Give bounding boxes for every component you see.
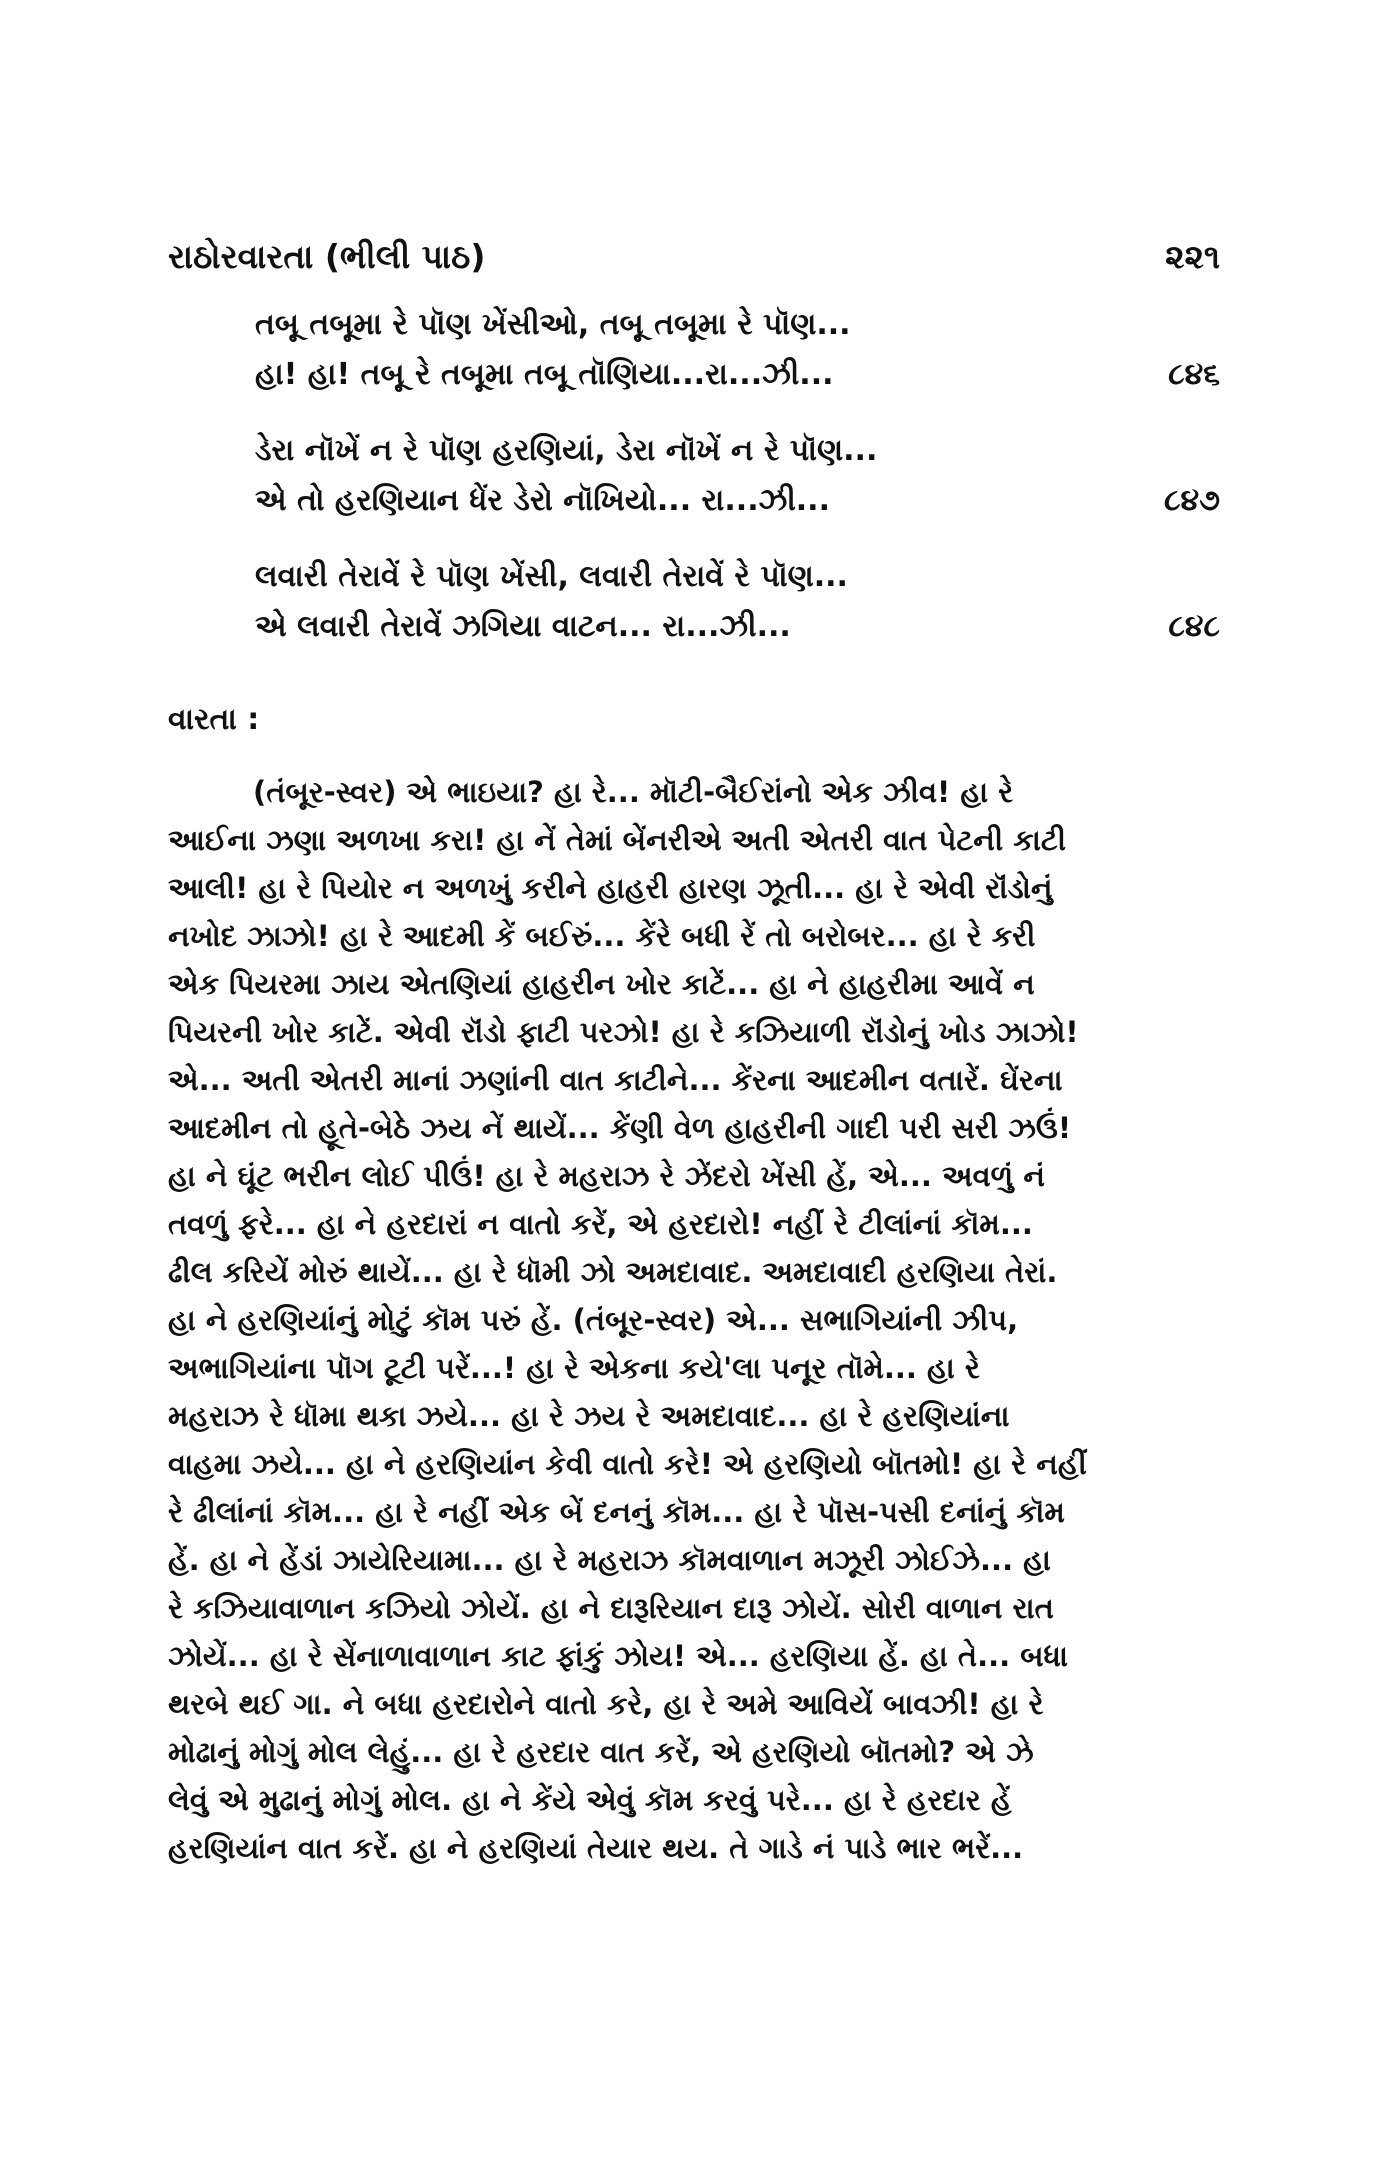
verse-line: એ લવારી તેરાવેં ઝગિયા વાટન... રા...ઝી... [255, 609, 791, 644]
prose-line: મહરાઝ રે ધૉમા થકા ઝયે... હા રે ઝય રે અમદાવાદ... હા રે હરણિયાંના [168, 1399, 1010, 1433]
verse-line: હા! હા! તબૂ રે તબૂમા તબૂ તૉણિયા...રા...ઝી... [255, 357, 834, 392]
prose-line: આલી! હા રે પિયોર ન અળખું કરીને હાહરી હારણ ઝૂતી... હા રે એવી રૉંડોનું [168, 871, 1053, 905]
prose-line: પિયરની ખોર કાટેં. એવી રૉંડો ફાટી પરઝો! હા રે કઝિયાળી રૉંડોનું ખોડ ઝાઝો! [168, 1015, 1079, 1049]
prose-line: રે ઢીલાંનાં કૉમ... હા રે નહીં એક બેં દનનું કૉમ... હા રે પૉસ-પસી દનાંનું કૉમ [168, 1495, 1065, 1529]
verse-block [255, 300, 1220, 678]
prose-line: (તંબૂર-સ્વર) એ ભાઇયા? હા રે... મૉટી-બૈઈરાંનો એક ઝીવ! હા રે [253, 775, 1014, 809]
prose-line: અભાગિયાંના પૉગ ટૂટી પરેં...! હા રે એકના કયે'લા પનૂર તૉમે... હા રે [168, 1351, 980, 1385]
section-heading: વારતા : [168, 702, 260, 737]
prose-line: થરબે થઈ ગા. ને બધા હરદારોને વાતો કરે, હા રે અમે આવિયેં બાવઝી! હા રે [168, 1687, 1044, 1721]
page-number: ૨૨૧ [1165, 237, 1220, 276]
prose-line: હરણિયાંન વાત કરેં. હા ને હરણિયાં તેયાર થય. તે ગાડે નં પાડે ભાર ભરેં... [168, 1831, 1024, 1865]
verse-line: તબૂ તબૂમા રે પૉણ ખેંસીઓ, તબૂ તબૂમા રે પૉણ... [255, 307, 851, 342]
prose-line: આદમીન તો હૂતે-બેઠે ઝય નેં થાયેં... કેંણી વેળ હાહરીની ગાદી પરી સરી ઝઉં! [168, 1111, 1072, 1145]
verse-number: ૮૪૮ [1168, 609, 1220, 644]
prose-line: એક પિયરમા ઝાય એતણિયાં હાહરીન ખોર કાટેં... હા ને હાહરીમા આવેં ન [168, 967, 1035, 1001]
prose-line: એ... અતી એતરી માનાં ઝણાંની વાત કાટીને... કેંરના આદમીન વતારેં. ઘેંરના [168, 1063, 1063, 1097]
prose-line: ઝોયેં... હા રે સેંનાળાવાળાન કાટ ફાંકું ઝોય! એ... હરણિયા હેં. હા તે... બધા [168, 1639, 1069, 1673]
prose-line: આઈના ઝણા અળખા કરા! હા નેં તેમાં બેંનરીએ અતી એતરી વાત પેટની કાટી [168, 823, 1067, 857]
stanza [255, 552, 1220, 652]
verse-line: લવારી તેરાવેં રે પૉણ ખેંસી, લવારી તેરાવેં રે પૉણ... [255, 559, 848, 594]
prose-line: લેવું એ મુઢાનું મોગું મોલ. હા ને કેંયે એવું કૉમ કરવું પરે... હા રે હરદાર હેં [168, 1783, 1012, 1817]
prose-line: રે કઝિયાવાળાન કઝિયો ઝોયેં. હા ને દારૂરિયાન દારૂ ઝોયેં. સોરી વાળાન રાત [168, 1591, 1054, 1625]
prose-line: હા ને હરણિયાંનું મોટું કૉમ પરું હેં. (તંબૂર-સ્વર) એ... સભાગિયાંની ઝીપ, [168, 1303, 1019, 1337]
verse-line: એ તો હરણિયાન ધેંર ડેરો નૉખિયો... રા...ઝી... [255, 483, 830, 518]
prose-line: હા ને ઘૂંટ ભરીન લોઈ પીઉં! હા રે મહરાઝ રે ઝેંદરો ખેંસી હેં, એ... અવળું નં [168, 1159, 1045, 1193]
prose-line: ઢીલ કરિયેં મોરું થાયેં... હા રે ધૉમી ઝો અમદાવાદ. અમદાવાદી હરણિયા તેરાં. [168, 1255, 1058, 1289]
verse-number: ૮૪૬ [1168, 357, 1220, 392]
stanza [255, 300, 1220, 400]
prose-line: મોઢાનું મોગું મોલ લેહું... હા રે હરદાર વાત કરેં, એ હરણિયો બૉતમો? એ ઝે [168, 1735, 1034, 1769]
page-header [168, 232, 1220, 282]
prose-paragraph [168, 768, 1220, 1872]
stanza [255, 426, 1220, 526]
verse-line: ડેરા નૉખેં ન રે પૉણ હરણિયાં, ડેરા નૉખેં ન રે પૉણ... [255, 433, 878, 468]
prose-line: હેં. હા ને હેંડાં ઝાયેરિયામા... હા રે મહરાઝ કૉમવાળાન મઝૂરી ઝોઈઝે... હા [168, 1543, 1051, 1577]
prose-line: વાહમા ઝયે... હા ને હરણિયાંન કેવી વાતો કરે! એ હરણિયો બૉતમો! હા રે નહીં [168, 1447, 1087, 1481]
prose-line: નખોદ ઝાઝો! હા રે આદમી કેં બઈરું... કેંરે બધી રેં તો બરોબર... હા રે કરી [168, 919, 1036, 953]
verse-number: ૮૪૭ [1164, 483, 1220, 518]
prose-line: તવળું ફરે... હા ને હરદારાં ન વાતો કરેં, એ હરદારો! નહીં રે ટીલાંનાં કૉમ... [168, 1207, 1033, 1241]
running-title: રાઠોરવારતા (ભીલી પાઠ) [168, 237, 486, 276]
